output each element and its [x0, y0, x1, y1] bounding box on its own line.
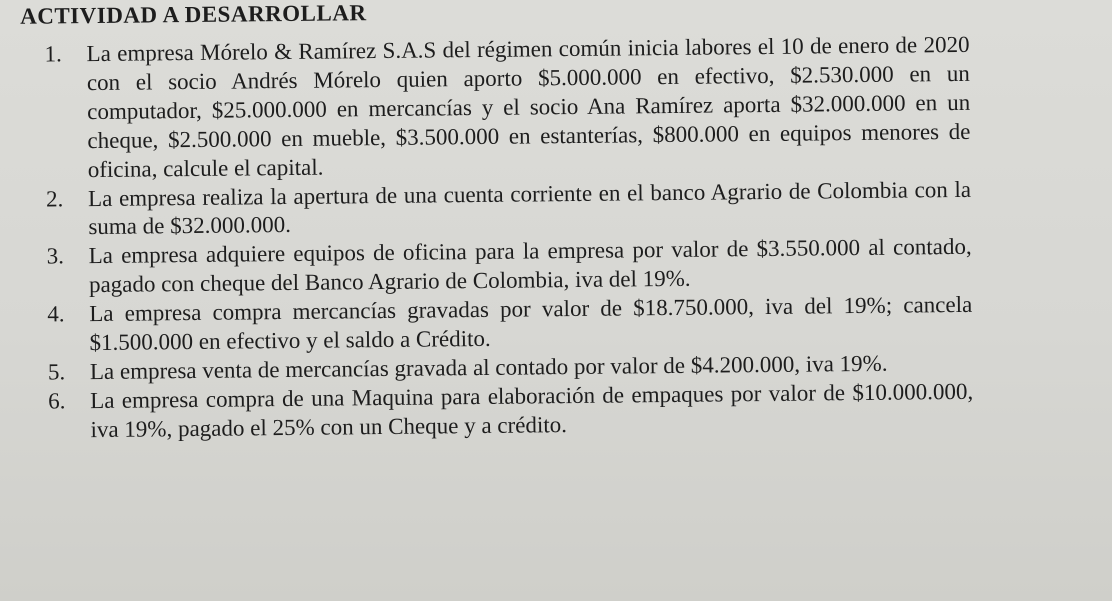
item-text: La empresa compra mercancías gravadas por valor de $18.750.000, iva del 19%; cancela $1.500.000 en efectivo y el saldo a Crédito.	[89, 291, 973, 356]
document-title: ACTIVIDAD A DESARROLLAR	[20, 0, 367, 29]
item-text: La empresa adquiere equipos de oficina para la empresa por valor de $3.550.000 al contado, pagado con cheque del Banco Agrario de Colombia, iva del 19%.	[88, 234, 972, 298]
item-number: 2.	[45, 185, 64, 212]
item-text: La empresa realiza la apertura de una cuenta corriente en el banco Agrario de Colombia con la suma de $32.000.000.	[87, 176, 972, 240]
item-number: 3.	[46, 243, 65, 269]
item-number: 6.	[48, 388, 66, 414]
item-text: La empresa Mórelo & Ramírez S.A.S del régimen común inicia labores el 10 de enero de 2020 con el socio Andrés Mórelo quien aporto $5.000.000 en efectivo, $2.530.000 en un computador, $25.000.000 en mercancías y el socio Ana Ramírez aporta $32.000.000 en un cheque, $2.500.000 en mueble, $3.500.000 en estanterías, $800.000 en equipos menores de oficina, calcule el capital.	[86, 31, 971, 182]
list-item	[48, 378, 974, 445]
list-item	[44, 31, 970, 185]
item-text: La empresa venta de mercancías gravada al contado por valor de $4.200.000, iva 19%.	[89, 350, 888, 385]
list-item	[47, 291, 973, 358]
item-number: 4.	[47, 301, 65, 327]
item-number: 5.	[47, 359, 66, 385]
list-item	[46, 175, 972, 242]
list-item	[47, 233, 973, 300]
activity-list	[44, 31, 973, 445]
item-number: 1.	[44, 41, 62, 67]
item-text: La empresa compra de una Maquina para elaboración de empaques por valor de $10.000.000, iva 19%, pagado el 25% con un Cheque y a crédito.	[90, 378, 974, 442]
